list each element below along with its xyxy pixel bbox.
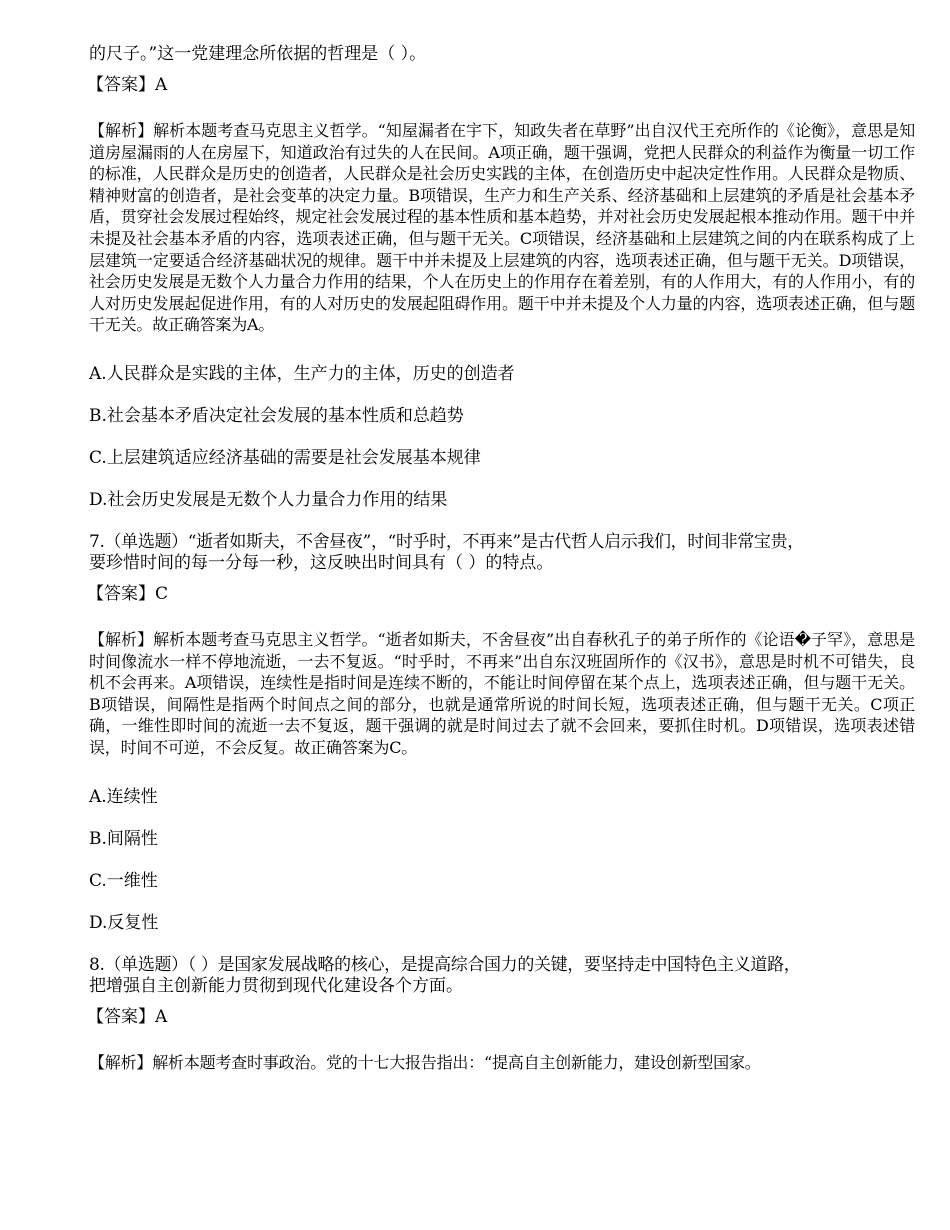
- q7-option-a: A.连续性: [89, 786, 158, 807]
- q7-analysis: 【解析】解析本题考查马克思主义哲学。“逝者如斯夫，不舍昼夜”出自春秋孔子的弟子所作的《论语�子罕》，意思是时间像流水一样不停地流逝，一去不复返。“时乎时，不再来”出自东汉班固所作的《汉书》，意思是时机不可错失，良机不会再来。A项错误，连续性是指时间是连续不断的，不能让时间停留在某个点上，选项表述正确，但与题干无关。B项错误，间隔性是指两个时间点之间的部分，也就是通常所说的时间长短，选项表述正确，但与题干无关。C项正确，一维性即时间的流逝一去不复返，题干强调的就是时间过去了就不会回来，要抓住时机。D项错误，选项表述错误，时间不可逆，不会反复。故正确答案为C。: [89, 629, 915, 757]
- q6-option-c: C.上层建筑适应经济基础的需要是社会发展基本规律: [89, 447, 481, 468]
- q6-analysis: 【解析】解析本题考查马克思主义哲学。“知屋漏者在宇下，知政失者在草野”出自汉代王充所作的《论衡》，意思是知道房屋漏雨的人在房屋下，知道政治有过失的人在民间。A项正确，题干强调，党把人民群众的利益作为衡量一切工作的标准，人民群众是历史的创造者，人民群众是社会历史实践的主体，在创造历史中起决定性作用。人民群众是物质、精神财富的创造者，是社会变革的决定力量。B项错误，生产力和生产关系、经济基础和上层建筑的矛盾是社会基本矛盾，贯穿社会发展过程始终，规定社会发展过程的基本性质和基本趋势，并对社会历史发展起根本推动作用。题干中并未提及社会基本矛盾的内容，选项表述正确，但与题干无关。C项错误，经济基础和上层建筑之间的内在联系构成了上层建筑一定要适合经济基础状况的规律。题干中并未提及上层建筑的内容，选项表述正确，但与题干无关。D项错误，社会历史发展是无数个人力量合力作用的结果，个人在历史上的作用存在着差别，有的人作用大，有的人作用小，有的人对历史发展起促进作用，有的人对历史的发展起阻碍作用。题干中并未提及个人力量的内容，选项表述正确，但与题干无关。故正确答案为A。: [89, 121, 915, 335]
- q6-stem-tail: 的尺子。”这一党建理念所依据的哲理是（ ）。: [89, 44, 427, 64]
- q7-option-b: B.间隔性: [89, 828, 158, 849]
- q7-option-d: D.反复性: [89, 912, 159, 933]
- document-page: [89, 0, 915, 1073]
- q7-option-c: C.一维性: [89, 870, 158, 891]
- q8-answer: 【答案】A: [87, 1006, 168, 1027]
- q6-option-b: B.社会基本矛盾决定社会发展的基本性质和总趋势: [89, 405, 464, 426]
- q6-option-d: D.社会历史发展是无数个人力量合力作用的结果: [89, 489, 448, 510]
- q7-stem-line2: 要珍惜时间的每一分每一秒，这反映出时间具有（ ）的特点。: [89, 552, 554, 573]
- q8-stem-line2: 把增强自主创新能力贯彻到现代化建设各个方面。: [89, 975, 463, 996]
- q8-analysis: 【解析】解析本题考查时事政治。党的十七大报告指出：“提高自主创新能力，建设创新型国家。: [89, 1052, 761, 1072]
- q7-stem-line1: 7.（单选题）“逝者如斯夫，不舍昼夜”，“时乎时，不再来”是古代哲人启示我们，时间非常宝贵，: [89, 531, 804, 552]
- q6-answer: 【答案】A: [87, 75, 168, 95]
- q7-answer: 【答案】C: [87, 583, 169, 604]
- q6-option-a: A.人民群众是实践的主体，生产力的主体，历史的创造者: [89, 363, 515, 384]
- q8-stem-line1: 8.（单选题）（ ）是国家发展战略的核心，是提高综合国力的关键，要坚持走中国特色主义道路，: [89, 954, 801, 975]
